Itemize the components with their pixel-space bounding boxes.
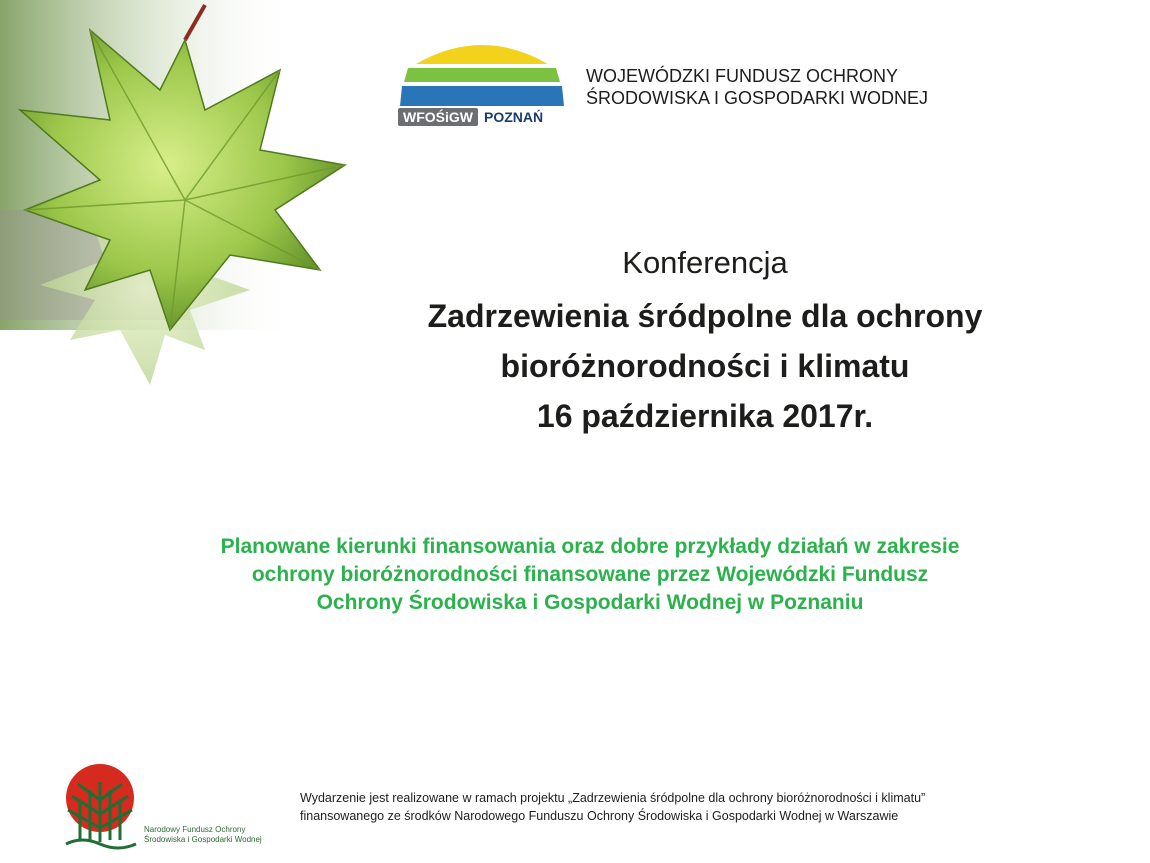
funding-note-line: finansowanego ze środków Narodowego Funduszu Ochrony Środowiska i Gospodarki Wodnej w Warszawie <box>300 809 899 823</box>
nfosigw-logo <box>62 760 262 855</box>
wfosigw-city: POZNAŃ <box>484 109 544 125</box>
conference-block <box>300 243 1110 441</box>
subtitle-line: ochrony bioróżnorodności finansowane przez Wojewódzki Fundusz <box>251 563 929 586</box>
organization-name <box>586 65 928 109</box>
subtitle-line: Planowane kierunki finansowania oraz dobre przykłady działań w zakresie <box>220 535 960 558</box>
nfosigw-logo-line: Środowiska i Gospodarki Wodnej <box>144 835 262 844</box>
conference-date: 16 października 2017r. <box>536 398 874 434</box>
subtitle-line: Ochrony Środowiska i Gospodarki Wodnej w Poznaniu <box>316 591 864 614</box>
conference-label: Konferencja <box>622 245 788 280</box>
organization-name-line: ŚRODOWISKA I GOSPODARKI WODNEJ <box>586 88 929 108</box>
wfosigw-logo <box>392 38 572 130</box>
nfosigw-logo-graphic <box>62 760 142 850</box>
organization-name-line: WOJEWÓDZKI FUNDUSZ OCHRONY <box>586 66 898 86</box>
funding-note-line: Wydarzenie jest realizowane w ramach projektu „Zadrzewienia śródpolne dla ochrony bioróżnorodności i klimatu” <box>300 791 926 805</box>
conference-title-line: Zadrzewienia śródpolne dla ochrony <box>427 298 983 334</box>
nfosigw-logo-text <box>144 825 262 845</box>
wfosigw-abbr: WFOŚiGW <box>398 108 478 126</box>
conference-title-line: bioróżnorodności i klimatu <box>500 348 910 384</box>
funding-note <box>300 789 925 825</box>
wfosigw-logo-graphic <box>392 38 572 108</box>
nfosigw-logo-line: Narodowy Fundusz Ochrony <box>144 825 246 834</box>
wfosigw-badge <box>398 108 543 126</box>
presentation-subtitle <box>60 533 1120 617</box>
